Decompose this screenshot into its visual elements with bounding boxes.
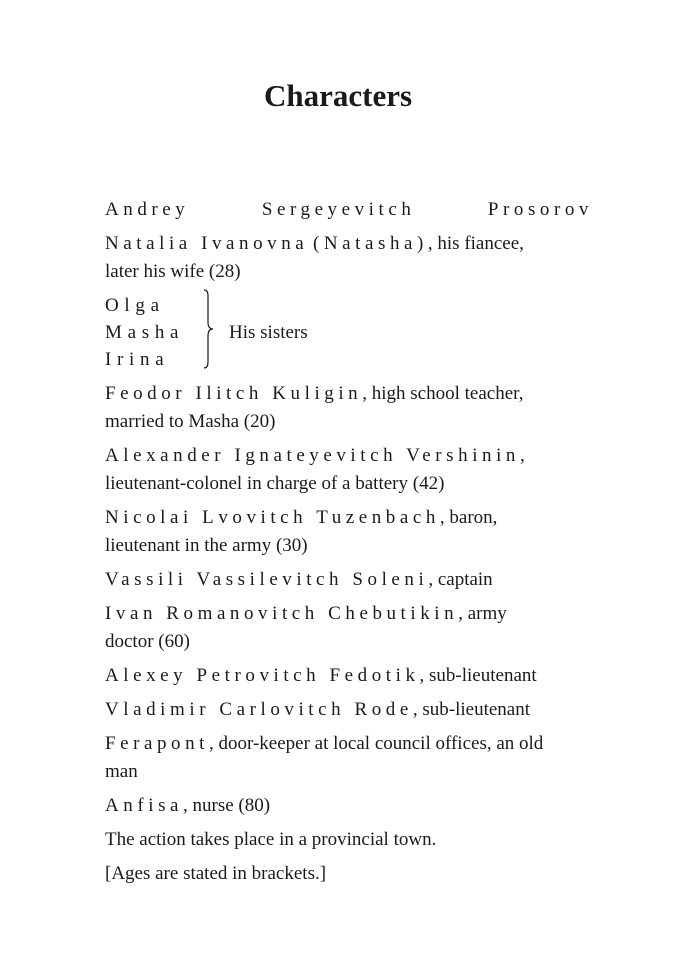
brace-icon — [202, 288, 216, 370]
character-name: Vassili Vassilevitch Soleni — [105, 569, 429, 590]
character-soleni — [105, 566, 593, 594]
character-natalia — [105, 230, 593, 286]
sister-name-olga: Olga — [105, 295, 165, 316]
character-name: Alexander Ignateyevitch Vershinin — [105, 445, 520, 466]
character-description: , baron, — [439, 507, 498, 528]
character-prosorov — [105, 196, 593, 224]
setting-note: The action takes place in a provincial town. — [105, 829, 437, 850]
character-description: , army — [458, 603, 507, 624]
character-description-cont: doctor (60) — [105, 631, 190, 652]
character-name: Alexey Petrovitch Fedotik — [105, 665, 420, 686]
character-name: Ferapont — [105, 733, 210, 754]
character-description: , door-keeper at local council offices, an old — [209, 733, 544, 754]
character-description: , his fiancee, — [427, 233, 524, 254]
character-description-cont: later his wife (28) — [105, 261, 241, 282]
character-fedotik — [105, 662, 593, 690]
character-description-cont: married to Masha (20) — [105, 411, 276, 432]
character-name: Nicolai Lvovitch Tuzenbach — [105, 507, 440, 528]
character-description: , sub-lieutenant — [419, 665, 537, 686]
sister-name-masha: Masha — [105, 322, 185, 343]
character-description: , high school teacher, — [362, 383, 524, 404]
character-name: Anfisa — [105, 795, 184, 816]
character-nickname: (Natasha) — [313, 233, 428, 254]
character-description: , — [520, 445, 525, 466]
character-description-cont: lieutenant-colonel in charge of a battery (42) — [105, 473, 445, 494]
character-description: , sub-lieutenant — [412, 699, 530, 720]
character-name: Vladimir Carlovitch Rode — [105, 699, 413, 720]
sisters-label: His sisters — [229, 322, 308, 343]
character-description: , nurse (80) — [183, 795, 271, 816]
sister-name-irina: Irina — [105, 349, 170, 370]
ages-note: [Ages are stated in brackets.] — [105, 863, 327, 884]
character-name: Ivan Romanovitch Chebutikin — [105, 603, 459, 624]
page-title: Characters — [263, 78, 413, 113]
character-ferapont — [105, 730, 593, 786]
character-chebutikin — [105, 600, 593, 656]
character-vershinin — [105, 442, 593, 498]
character-rode — [105, 696, 593, 724]
character-description-cont: lieutenant in the army (30) — [105, 535, 308, 556]
character-description-cont: man — [105, 761, 138, 782]
character-anfisa — [105, 792, 593, 820]
character-name: Andrey Sergeyevitch Prosorov — [105, 199, 593, 220]
character-kuligin — [105, 380, 593, 436]
character-description: , captain — [428, 569, 493, 590]
sisters-group — [105, 292, 593, 374]
character-name: Feodor Ilitch Kuligin — [105, 383, 363, 404]
character-tuzenbach — [105, 504, 593, 560]
character-name: Natalia Ivanovna — [105, 233, 309, 254]
character-list — [105, 196, 593, 888]
